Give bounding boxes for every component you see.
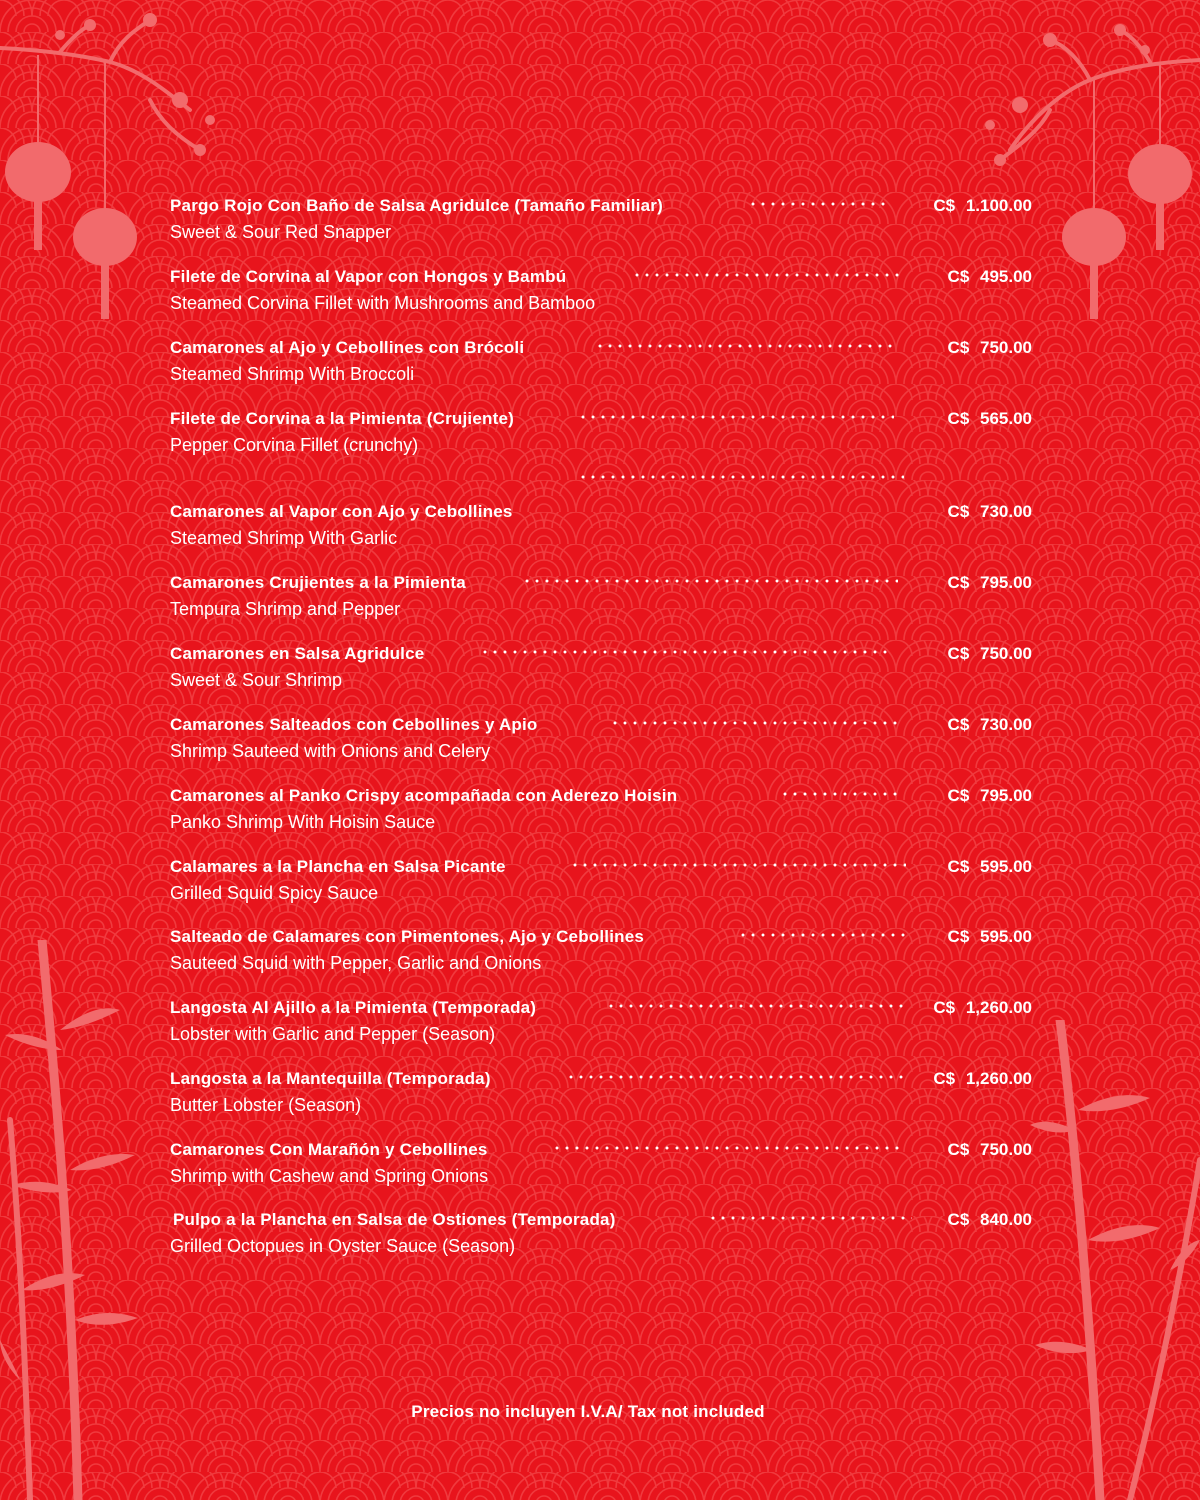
dish-name-es: Filete de Corvina al Vapor con Hongos y Bambú	[170, 267, 567, 286]
dish-name-en: Grilled Octopues in Oyster Sauce (Season)	[170, 1236, 516, 1256]
dish-name-es: Filete de Corvina a la Pimienta (Crujiente)	[170, 409, 514, 428]
dish-name-es: Salteado de Calamares con Pimentones, Ajo y Cebollines	[170, 927, 645, 946]
dish-name-en: Tempura Shrimp and Pepper	[170, 599, 401, 619]
menu-item	[170, 196, 1032, 252]
dish-name-en: Steamed Shrimp With Garlic	[170, 528, 398, 548]
dish-price: C$ 1,260.00	[933, 1069, 1032, 1088]
dot-leader	[578, 415, 894, 419]
dish-name-en: Steamed Shrimp With Broccoli	[170, 364, 415, 384]
dot-leader	[708, 1216, 912, 1220]
dish-name-en: Grilled Squid Spicy Sauce	[170, 883, 379, 903]
dish-name-es: Camarones en Salsa Agridulce	[170, 644, 425, 663]
dot-leader	[610, 721, 900, 725]
dish-price: C$ 750.00	[947, 1140, 1032, 1159]
dot-leader	[780, 792, 900, 796]
dish-name-es: Camarones Con Marañón y Cebollines	[170, 1140, 488, 1159]
dish-name-en: Panko Shrimp With Hoisin Sauce	[170, 812, 436, 832]
menu-item	[170, 267, 1032, 323]
menu-item	[170, 857, 1032, 913]
dot-leader	[578, 475, 904, 479]
dish-name-en: Sweet & Sour Red Snapper	[170, 222, 392, 242]
menu-item	[170, 786, 1032, 842]
tax-note: Precios no incluyen I.V.A/ Tax not included	[411, 1402, 765, 1421]
dish-price: C$ 795.00	[947, 786, 1032, 805]
menu-item	[170, 502, 1032, 558]
menu-item	[170, 1210, 1032, 1266]
dish-name-es: Camarones al Panko Crispy acompañada con Aderezo Hoisin	[170, 786, 678, 805]
dish-price: C$ 595.00	[947, 857, 1032, 876]
dish-name-es: Camarones al Vapor con Ajo y Cebollines	[170, 502, 513, 521]
dot-leader	[552, 1146, 904, 1150]
dish-name-es: Camarones Crujientes a la Pimienta	[170, 573, 466, 592]
dot-leader	[480, 650, 892, 654]
dish-name-es: Pargo Rojo Con Baño de Salsa Agridulce (Tamaño Familiar)	[170, 196, 663, 215]
dish-name-en: Sauteed Squid with Pepper, Garlic and Onions	[170, 953, 542, 973]
dot-leader	[748, 202, 890, 206]
dot-leader	[632, 273, 900, 277]
menu-item	[170, 409, 1032, 465]
dish-price: C$ 730.00	[947, 715, 1032, 734]
menu-item	[170, 1069, 1032, 1125]
dot-leader	[522, 579, 898, 583]
dot-leader	[566, 1075, 908, 1079]
menu-item	[170, 715, 1032, 771]
dish-price: C$ 595.00	[947, 927, 1032, 946]
dish-name-en: Shrimp with Cashew and Spring Onions	[170, 1166, 489, 1186]
dish-name-es: Calamares a la Plancha en Salsa Picante	[170, 857, 506, 876]
dot-leader	[738, 933, 906, 937]
dish-price: C$ 730.00	[947, 502, 1032, 521]
dish-name-en: Lobster with Garlic and Pepper (Season)	[170, 1024, 496, 1044]
dish-name-es: Camarones Salteados con Cebollines y Apio	[170, 715, 538, 734]
menu-item	[170, 927, 1032, 983]
dot-leader	[570, 863, 906, 867]
dish-price: C$ 1.100.00	[933, 196, 1032, 215]
dish-name-en: Pepper Corvina Fillet (crunchy)	[170, 435, 419, 455]
dish-name-es: Pulpo a la Plancha en Salsa de Ostiones (Temporada)	[173, 1210, 616, 1229]
dish-name-en: Steamed Corvina Fillet with Mushrooms and Bamboo	[170, 293, 596, 313]
dish-name-en: Shrimp Sauteed with Onions and Celery	[170, 741, 491, 761]
menu-item	[170, 644, 1032, 700]
dot-leader	[606, 1004, 908, 1008]
dish-name-en: Sweet & Sour Shrimp	[170, 670, 343, 690]
dish-price: C$ 565.00	[947, 409, 1032, 428]
dish-price: C$ 750.00	[947, 644, 1032, 663]
dish-name-en: Butter Lobster (Season)	[170, 1095, 362, 1115]
menu-item	[170, 573, 1032, 629]
dot-leader	[595, 344, 897, 348]
dish-price: C$ 840.00	[947, 1210, 1032, 1229]
dish-name-es: Langosta Al Ajillo a la Pimienta (Temporada)	[170, 998, 537, 1017]
menu-item	[170, 1140, 1032, 1196]
menu-item	[170, 998, 1032, 1054]
dish-price: C$ 1,260.00	[933, 998, 1032, 1017]
dish-price: C$ 750.00	[947, 338, 1032, 357]
dish-name-es: Langosta a la Mantequilla (Temporada)	[170, 1069, 491, 1088]
menu-item	[170, 338, 1032, 394]
bamboo-icon	[1030, 1020, 1200, 1500]
dish-price: C$ 495.00	[947, 267, 1032, 286]
dish-price: C$ 795.00	[947, 573, 1032, 592]
dish-name-es: Camarones al Ajo y Cebollines con Brócoli	[170, 338, 525, 357]
